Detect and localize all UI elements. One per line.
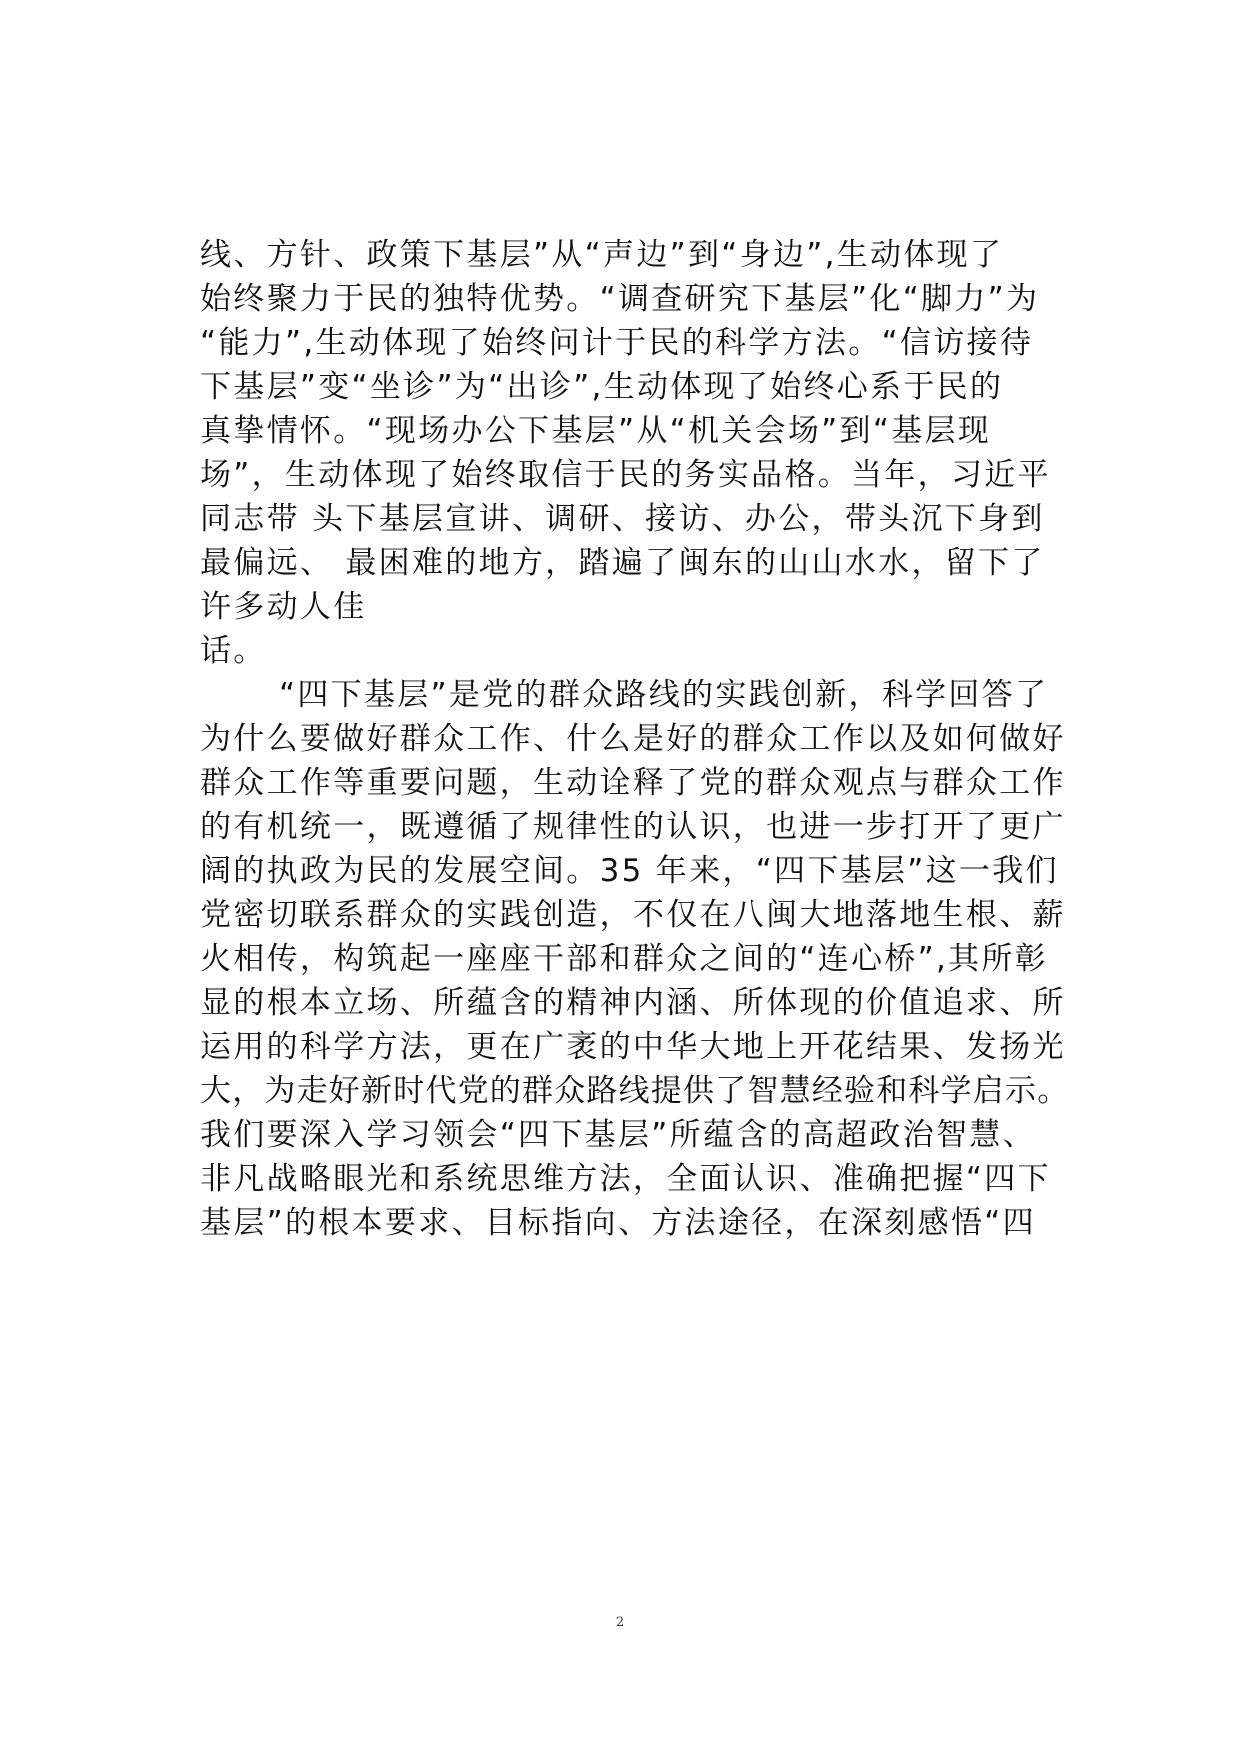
text-line: 群众工作等重要问题，生动诠释了党的群众观点与群众工作 bbox=[200, 765, 1066, 801]
text-line: “能力”,生动体现了始终问计于民的科学方法。“信访接待 bbox=[200, 325, 1034, 361]
text-line: 大，为走好新时代党的群众路线提供了智慧经验和科学启示。 bbox=[200, 1073, 1070, 1109]
text-line: 运用的科学方法，更在广袤的中华大地上开花结果、发扬光 bbox=[200, 1029, 1066, 1065]
text-line: 非凡战略眼光和系统思维方法，全面认识、准确把握“四下 bbox=[200, 1161, 1051, 1197]
page-number: 2 bbox=[615, 1615, 625, 1630]
text-line: 场”，生动体现了始终取信于民的务实品格。当年，习近平 bbox=[200, 457, 1051, 493]
paragraph-first-line: “四下基层”是党的群众路线的实践创新，科学回答了 bbox=[279, 677, 1049, 713]
text-line: 基层”的根本要求、目标指向、方法途径，在深刻感悟“四 bbox=[200, 1205, 1036, 1241]
text-line: 许多动人佳 bbox=[200, 589, 367, 625]
text-line: 我们要深入学习领会“四下基层”所蕴含的高超政治智慧、 bbox=[200, 1117, 1036, 1153]
text-line: 同志带 头下基层宣讲、调研、接访、办公，带头沉下身到 bbox=[200, 501, 1045, 537]
text-line: 火相传，构筑起一座座干部和群众之间的“连心桥”,其所彰 bbox=[200, 941, 1049, 977]
text-line: 的有机统一，既遵循了规律性的认识，也进一步打开了更广 bbox=[200, 809, 1066, 845]
text-line: 下基层”变“坐诊”为“出诊”,生动体现了始终心系于民的 bbox=[200, 369, 1004, 405]
body-text bbox=[200, 233, 1070, 1245]
text-line: 最偏远、 最困难的地方，踏遍了闽东的山山水水，留下了 bbox=[200, 545, 1045, 581]
text-line: 线、方针、政策下基层”从“声边”到“身边”,生动体现了 bbox=[200, 237, 1004, 273]
text-line: 显的根本立场、所蕴含的精神内涵、所体现的价值追求、所 bbox=[200, 985, 1066, 1021]
text-line: 为什么要做好群众工作、什么是好的群众工作以及如何做好 bbox=[200, 721, 1066, 757]
text-line: 阔的执政为民的发展空间。35 年来，“四下基层”这一我们 bbox=[200, 853, 1059, 889]
text-line: 党密切联系群众的实践创造，不仅在八闽大地落地生根、薪 bbox=[200, 897, 1066, 933]
text-line: 话。 bbox=[200, 633, 267, 669]
text-line: 始终聚力于民的独特优势。“调查研究下基层”化“脚力”为 bbox=[200, 281, 1040, 317]
text-line: 真挚情怀。“现场办公下基层”从“机关会场”到“基层现 bbox=[200, 413, 992, 449]
